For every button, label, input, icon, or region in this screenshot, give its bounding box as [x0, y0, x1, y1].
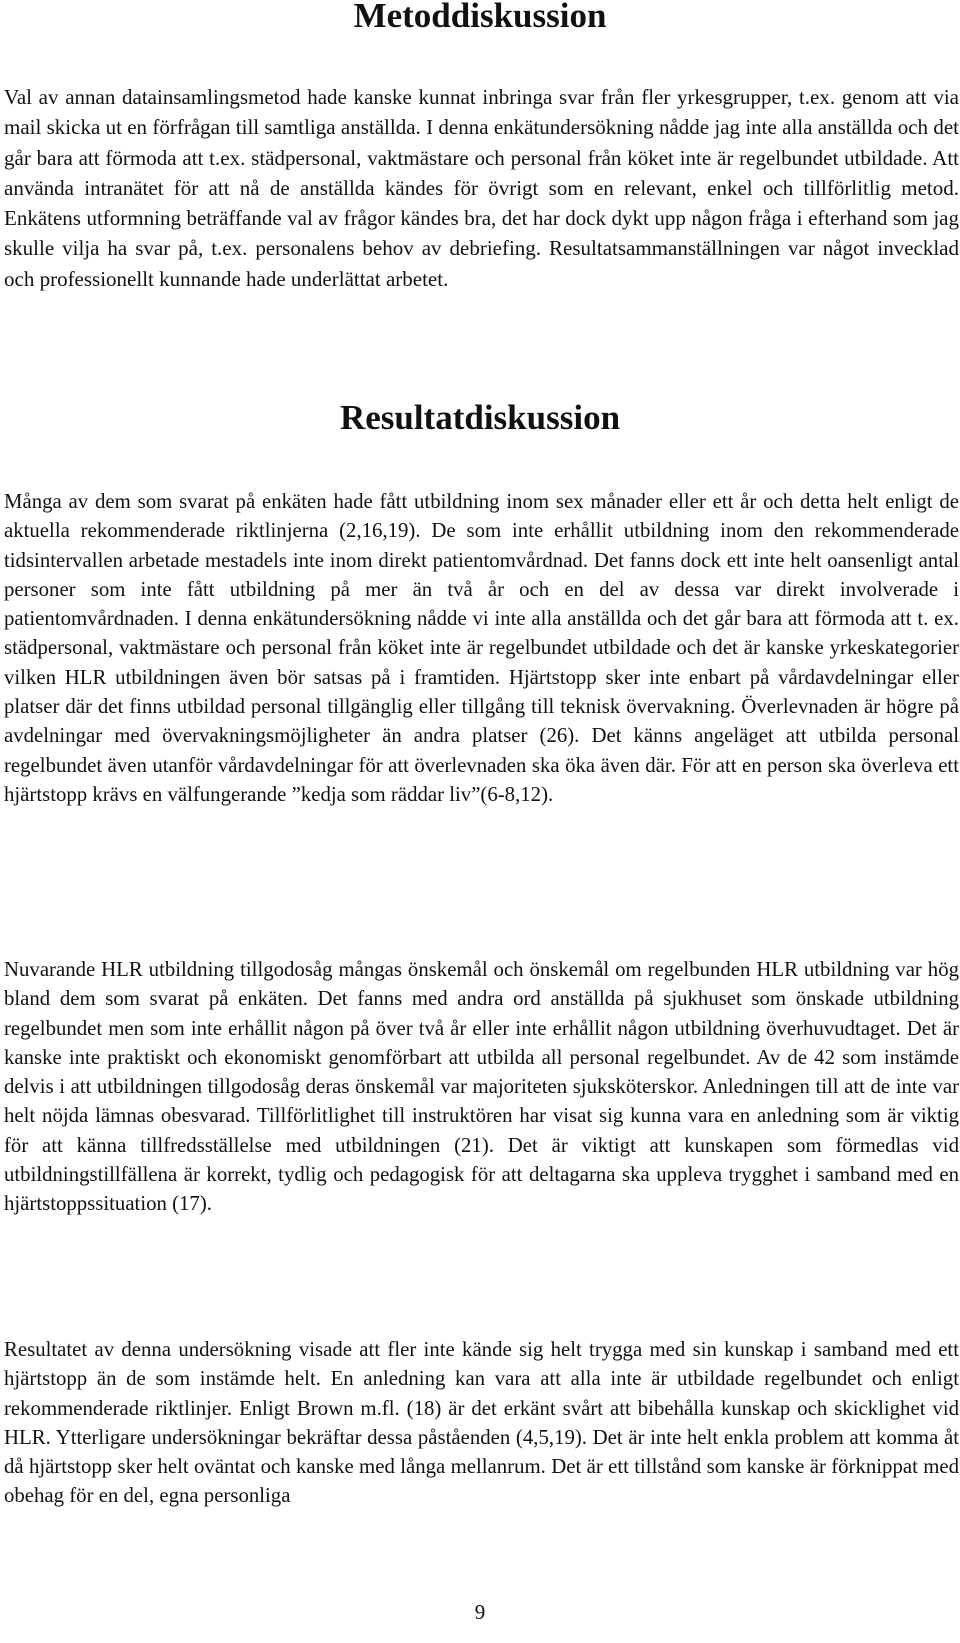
paragraph-results-1: Många av dem som svarat på enkäten hade fått utbildning inom sex månader eller ett år och detta helt enligt de aktuella rekommenderade riktlinjerna (2,16,19). De som inte erhållit utbildning inom den rekommenderade tidsintervallen arbetade mestadels inte inom direkt patientomvårdnad. Det fanns dock ett inte helt oansenligt antal personer som inte fått utbildning på mer än två år och en del av dessa var direkt involverade i patientomvårdnaden. I denna enkätundersökning nådde vi inte alla anställda och det går bara att förmoda att t. ex. städpersonal, vaktmästare och personal från köket inte är regelbundet utbildade och det är kanske yrkeskategorier vilken HLR utbildningen även bör satsas på i framtiden. Hjärtstopp sker inte enbart på vårdavdelningar eller platser där det finns utbildad personal tillgänglig eller tillgång till teknisk övervakning. Överlevnaden är högre på avdelningar med övervakningsmöjligheter än andra platser (26). Det känns angeläget att utbilda personal regelbundet även utanför vårdavdelningar för att överlevnaden ska öka även där. För att en person ska överleva ett hjärtstopp krävs en välfungerande ”kedja som räddar liv”(6-8,12). [4, 490, 959, 806]
section-heading-resultatdiskussion: Resultatdiskussion [339, 398, 621, 437]
paragraph-results-2: Nuvarande HLR utbildning tillgodosåg mångas önskemål och önskemål om regelbunden HLR utbildning var hög bland dem som svarat på enkäten. Det fanns med andra ord anställda på sjukhuset som önskade utbildning regelbundet men som inte erhållit någon på över två år eller inte erhållit någon utbildning överhuvudtaget. Det är kanske inte praktiskt och ekonomiskt genomförbart att utbilda all personal regelbundet. Av de 42 som instämde delvis i att utbildningen tillgodosåg deras önskemål var majoriteten sjuksköterskor. Anledningen till att de inte var helt nöjda lämnas obesvarad. Tillförlitlighet till instruktören har visat sig kunna vara en anledning som är viktig för att känna tillfredsställelse med utbildningen (21). Det är viktigt att kunskapen som förmedlas vid utbildningstillfällena är korrekt, tydlig och pedagogisk för att deltagarna ska uppleva trygghet i samband med en hjärtstoppssituation (17). [4, 958, 959, 1216]
page-number: 9 [474, 1600, 486, 1624]
paragraph-results-3: Resultatet av denna undersökning visade att fler inte kände sig helt trygga med sin kunskap i samband med ett hjärtstopp än de som instämde helt. En anledning kan vara att alla inte är utbildade regelbundet och enligt rekommenderade riktlinjer. Enligt Brown m.fl. (18) är det erkänt svårt att bibehålla kunskap och skicklighet vid HLR. Ytterligare undersökningar bekräftar dessa påståenden (4,5,19). Det är inte helt enkla problem att komma åt då hjärtstopp sker helt oväntat och kanske med långa mellanrum. Det är ett tillstånd som kanske är förknippat med obehag för en del, egna personliga [4, 1338, 959, 1508]
paragraph-method-discussion: Val av annan datainsamlingsmetod hade kanske kunnat inbringa svar från fler yrkesgrupper, t.ex. genom att via mail skicka ut en förfrågan till samtliga anställda. I denna enkätundersökning nådde jag inte alla anställda och det går bara att förmoda att t.ex. städpersonal, vaktmästare och personal från köket inte är regelbundet utbildade. Att använda intranätet för att nå de anställda kändes för övrigt som en relevant, enkel och tillförlitlig metod. Enkätens utformning beträffande val av frågor kändes bra, det har dock dykt upp någon fråga i efterhand som jag skulle vilja ha svar på, t.ex. personalens behov av debriefing. Resultatsammanställningen var något invecklad och professionellt kunnande hade underlättat arbetet. [4, 85, 959, 291]
section-heading-metoddiskussion: Metoddiskussion [353, 0, 607, 35]
